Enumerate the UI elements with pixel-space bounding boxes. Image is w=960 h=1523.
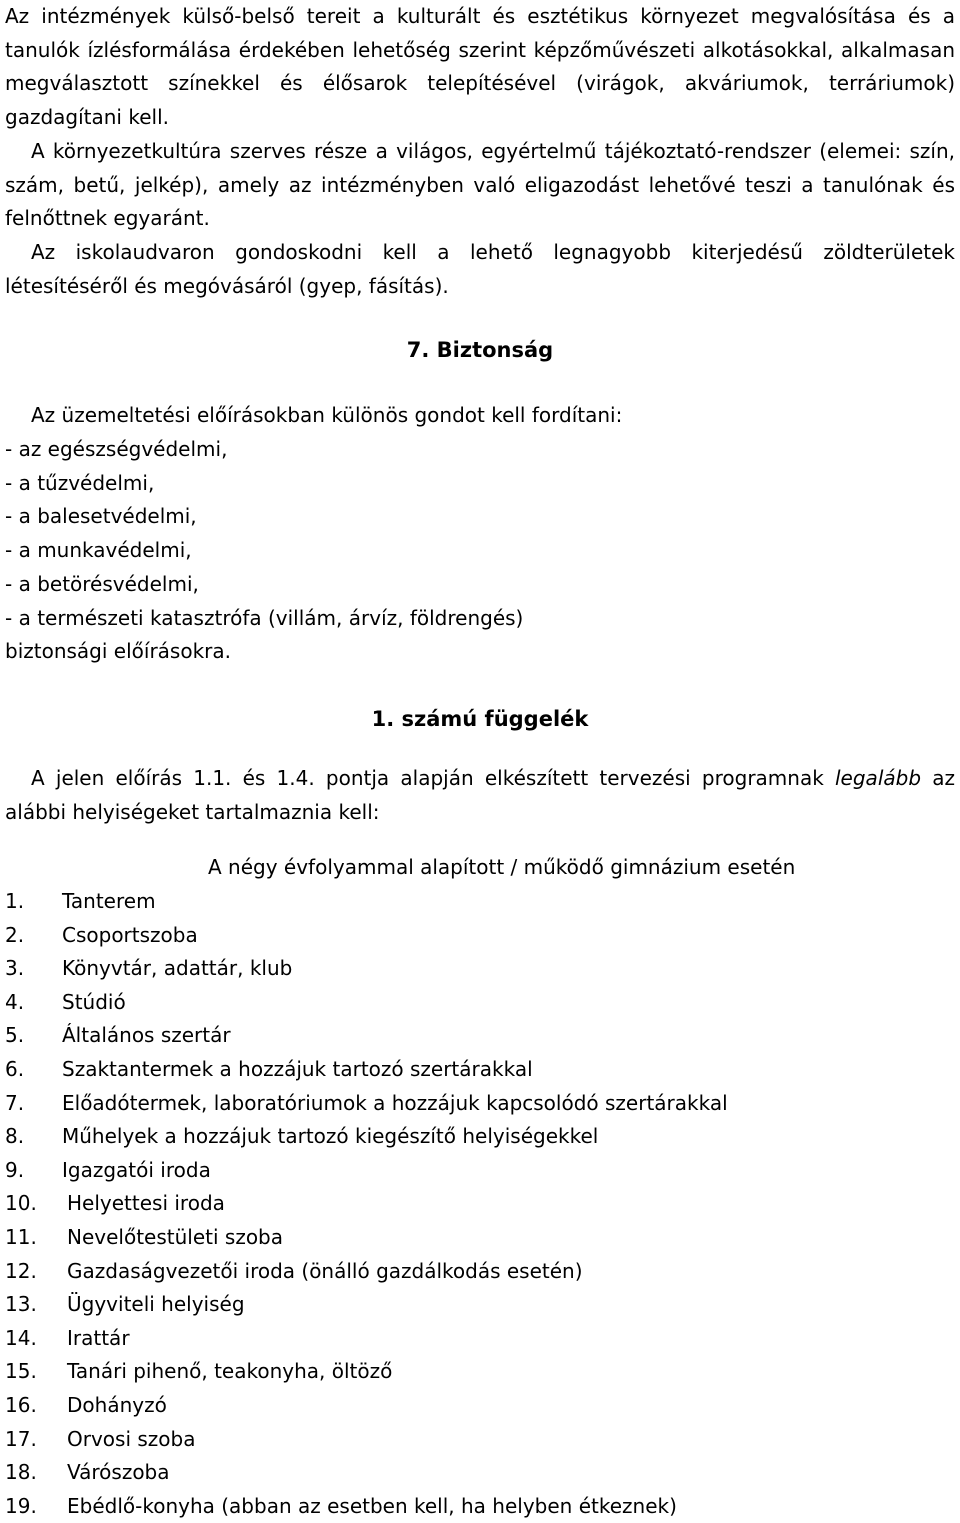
appendix-intro [5,762,955,829]
list-item [5,885,955,919]
room-name: Várószoba [67,1460,170,1485]
room-name: Általános szertár [62,1023,231,1048]
list-item [5,1322,955,1356]
room-number: 9. [5,1157,25,1182]
room-number: 17. [5,1426,37,1451]
room-number: 3. [5,956,25,981]
appendix-intro-text-end: az alábbi helyiségeket tartalmaznia kell: [5,765,955,824]
room-name: Könyvtár, adattár, klub [62,956,293,981]
room-name: Orvosi szoba [67,1426,196,1451]
list-item [5,1221,955,1255]
paragraph-orientation-system: A környezetkultúra szerves része a világos, egyértelmű tájékoztató-rendszer (elemei: szín, szám, betű, jelkép), amely az intézményben való eligazodást lehetővé teszi a tanulónak és felnőttnek egyaránt. [5,138,955,231]
safety-item: - a balesetvédelmi, [5,504,197,529]
room-number: 10. [5,1191,37,1216]
list-item [5,1490,955,1523]
room-name: Igazgatói iroda [62,1157,211,1182]
list-item [5,1053,955,1087]
room-number: 8. [5,1124,25,1149]
room-name: Előadótermek, laboratóriumok a hozzájuk kapcsolódó szertárakkal [62,1090,728,1115]
room-number: 15. [5,1359,37,1384]
room-number: 13. [5,1292,37,1317]
list-item [5,1423,955,1457]
room-name: Szaktantermek a hozzájuk tartozó szertárakkal [62,1057,533,1082]
safety-item: - az egészségvédelmi, [5,437,228,462]
list-item [5,1019,955,1053]
list-item [5,1389,955,1423]
room-number: 12. [5,1258,37,1283]
room-name: Dohányzó [67,1392,167,1417]
paragraph-environment-decor: Az intézmények külső-belső tereit a kulturált és esztétikus környezet megvalósítása és a tanulók ízlésformálása érdekében lehetőség szerint képzőművészeti alkotásokkal, alkalmasan megválasztott színekkel és élősarok telepítésével (virágok, akváriumok, terráriumok) gazdagítani kell. [5,4,955,130]
list-item [5,1154,955,1188]
safety-item: - a munkavédelmi, [5,538,192,563]
room-name: Stúdió [62,989,126,1014]
list-item [5,1288,955,1322]
list-item [5,1120,955,1154]
room-number: 4. [5,989,25,1014]
room-name: Nevelőtestületi szoba [67,1225,284,1249]
room-number: 6. [5,1057,25,1082]
room-number: 16. [5,1392,37,1417]
room-name: Ebédlő-konyha (abban az esetben kell, ha helyben étkeznek) [67,1493,677,1518]
room-number: 14. [5,1325,37,1350]
paragraph-schoolyard-green: Az iskolaudvaron gondoskodni kell a lehető legnagyobb kiterjedésű zöldterületek létesítéséről és megóvásáról (gyep, fásítás). [5,239,955,298]
room-number: 11. [5,1225,37,1249]
list-item [5,919,955,953]
list-item [5,1355,955,1389]
appendix-intro-text: A jelen előírás 1.1. és 1.4. pontja alapján elkészített tervezési programnak [31,765,835,790]
safety-item: - a betörésvédelmi, [5,571,199,596]
safety-closing: biztonsági előírásokra. [5,639,231,664]
safety-item: - a természeti katasztrófa (villám, árvíz, földrengés) [5,605,524,630]
safety-list [5,433,955,635]
room-number: 18. [5,1460,37,1485]
room-number: 5. [5,1023,25,1048]
room-name: Műhelyek a hozzájuk tartozó kiegészítő helyiségekkel [62,1124,599,1149]
room-name: Tanári pihenő, teakonyha, öltöző [67,1359,393,1384]
list-item [5,952,955,986]
document-page [5,0,955,1523]
rooms-column-header: A négy évfolyammal alapított / működő gimnázium esetén [208,855,796,880]
list-item [5,986,955,1020]
safety-item: - a tűzvédelmi, [5,470,155,495]
room-number: 2. [5,922,25,947]
room-name: Tanterem [62,889,156,914]
section-heading-appendix: 1. számú függelék [371,706,589,731]
room-name: Gazdaságvezetői iroda (önálló gazdálkodás esetén) [67,1258,583,1283]
section-heading-safety: 7. Biztonság [406,338,554,363]
room-number: 7. [5,1090,25,1115]
rooms-list [5,885,955,1523]
list-item [5,1187,955,1221]
room-name: Ügyviteli helyiség [67,1292,245,1317]
room-name: Csoportszoba [62,922,198,947]
list-item [5,1087,955,1121]
room-name: Helyettesi iroda [67,1191,225,1216]
room-number: 19. [5,1493,37,1518]
list-item [5,1255,955,1289]
safety-intro: Az üzemeltetési előírásokban különös gondot kell fordítani: [31,403,623,428]
appendix-intro-emphasis: legalább [835,765,922,790]
room-name: Irattár [67,1325,130,1350]
room-number: 1. [5,889,25,914]
list-item [5,1456,955,1490]
